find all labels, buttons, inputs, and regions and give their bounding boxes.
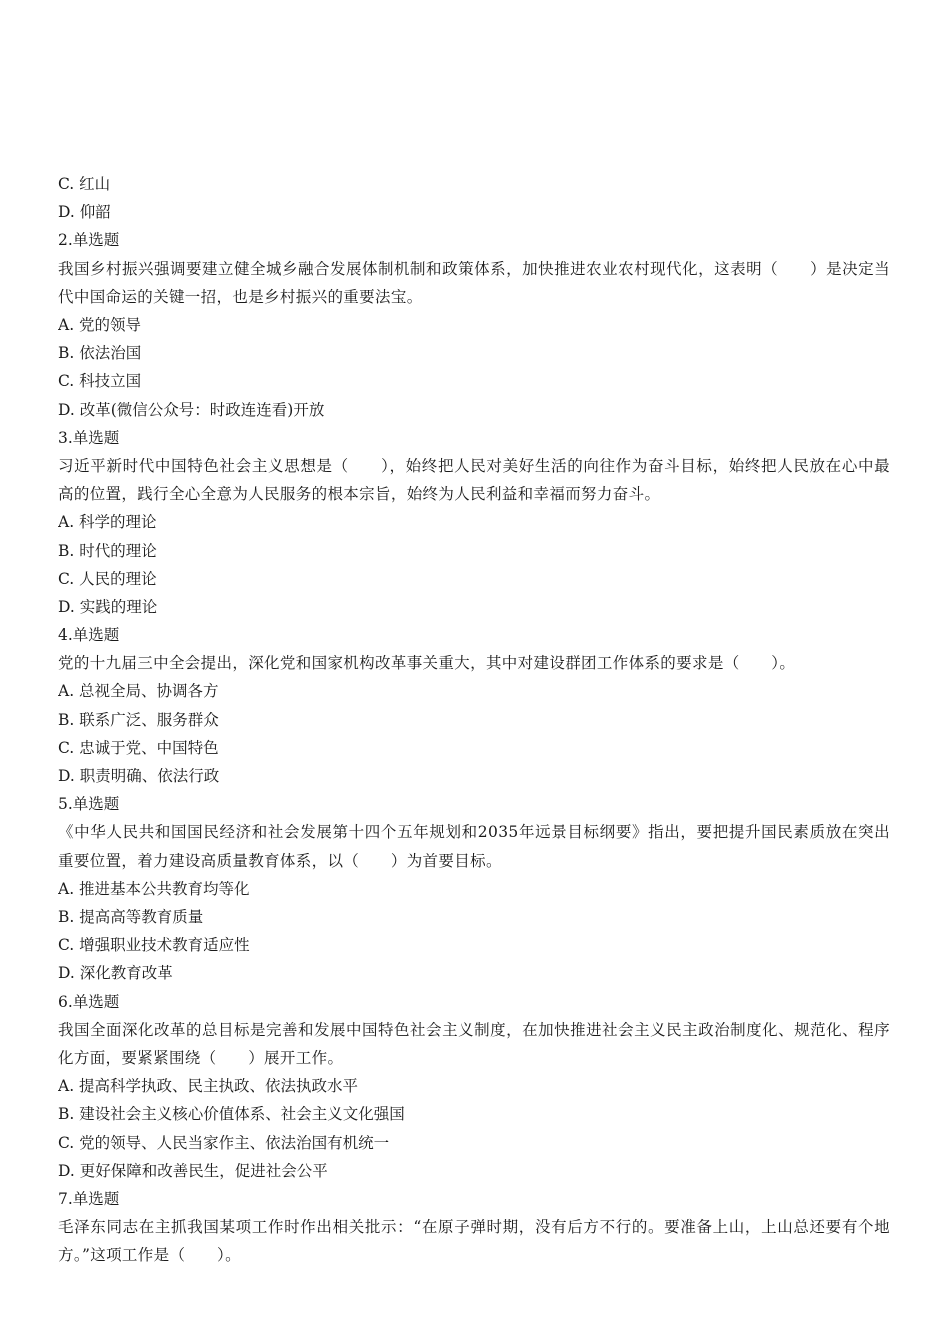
option-b: B. 依法治国 [58, 344, 142, 363]
option-b: B. 提高高等教育质量 [58, 907, 204, 926]
option-c: C. 人民的理论 [58, 569, 157, 588]
option-a: A. 总视全局、协调各方 [58, 682, 219, 701]
question-stem: 我国全面深化改革的总目标是完善和发展中国特色社会主义制度，在加快推进社会主义民主政治制度化、规范化、程序化方面，要紧紧围绕（ ）展开工作。 [58, 1020, 890, 1067]
question-4 [58, 621, 890, 790]
document-page [58, 170, 890, 1269]
option-a: A. 推进基本公共教育均等化 [58, 879, 250, 898]
option-b: B. 建设社会主义核心价值体系、社会主义文化强国 [58, 1105, 405, 1124]
option-c: C. 增强职业技术教育适应性 [58, 936, 250, 955]
question-3 [58, 424, 890, 621]
option-c: C. 红山 [58, 175, 111, 193]
question-6 [58, 988, 890, 1185]
option-a: A. 提高科学执政、民主执政、依法执政水平 [58, 1077, 359, 1096]
option-c: C. 党的领导、人民当家作主、依法治国有机统一 [58, 1133, 390, 1152]
question-stem: 习近平新时代中国特色社会主义思想是（ ），始终把人民对美好生活的向往作为奋斗目标，始终把人民放在心中最高的位置，践行全心全意为人民服务的根本宗旨，始终为人民利益和幸福而努力奋斗。 [58, 456, 890, 504]
option-d: D. 改革(微信公众号：时政连连看)开放 [58, 400, 325, 419]
question-type: 5.单选题 [58, 795, 120, 814]
option-d: D. 职责明确、依法行政 [58, 767, 220, 786]
option-d: D. 更好保障和改善民生，促进社会公平 [58, 1161, 328, 1180]
question-type: 2.单选题 [58, 231, 120, 250]
option-d: D. 仰韶 [58, 203, 111, 222]
question-type: 3.单选题 [58, 428, 120, 447]
option-b: B. 联系广泛、服务群众 [58, 710, 219, 729]
question-type: 6.单选题 [58, 992, 120, 1011]
question-stem: 党的十九届三中全会提出，深化党和国家机构改革事关重大，其中对建设群团工作体系的要求是（ ）。 [58, 654, 796, 673]
question-7 [58, 1185, 890, 1270]
question-5 [58, 790, 890, 987]
question-type: 4.单选题 [58, 626, 120, 645]
option-d: D. 深化教育改革 [58, 964, 173, 983]
option-a: A. 科学的理论 [58, 513, 157, 532]
option-d: D. 实践的理论 [58, 597, 158, 616]
question-stem: 我国乡村振兴强调要建立健全城乡融合发展体制机制和政策体系，加快推进农业农村现代化，这表明（ ）是决定当代中国命运的关键一招，也是乡村振兴的重要法宝。 [58, 259, 890, 306]
question-stem: 《中华人民共和国国民经济和社会发展第十四个五年规划和2035年远景目标纲要》指出，要把提升国民素质放在突出重要位置，着力建设高质量教育体系，以（ ）为首要目标。 [58, 823, 890, 870]
question-stem: 毛泽东同志在主抓我国某项工作时作出相关批示：“在原子弹时期，没有后方不行的。要准备上山，上山总还要有个地方。”这项工作是（ ）。 [58, 1218, 890, 1265]
option-b: B. 时代的理论 [58, 541, 157, 560]
option-c: C. 忠诚于党、中国特色 [58, 738, 219, 757]
option-c: C. 科技立国 [58, 372, 142, 391]
question-2 [58, 226, 890, 423]
question-type: 7.单选题 [58, 1189, 120, 1208]
option-a: A. 党的领导 [58, 315, 142, 334]
